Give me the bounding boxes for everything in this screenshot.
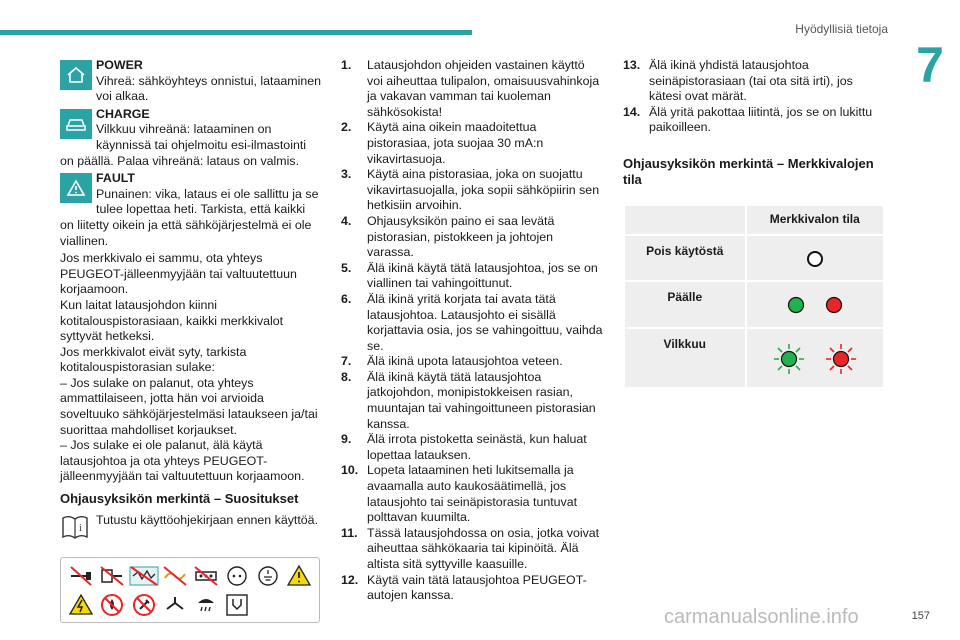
no-extension-cord-icon [67, 562, 96, 589]
indicator-fault [60, 171, 322, 249]
indicator-text: Punainen: vika, lataus ei ole sallittu ja se tulee lopettaa heti. Tarkista, että kaikki on liitetty oikein ja että sähköjärjestelmä ei ole viallinen. [60, 186, 319, 248]
table-header-row [624, 205, 884, 235]
no-damaged-cable-icon [129, 562, 159, 589]
fault-extra-text [60, 251, 322, 485]
car-icon [60, 109, 92, 139]
svg-text:i: i [79, 523, 82, 535]
page-number: 157 [911, 610, 930, 622]
no-rain-icon [192, 591, 221, 618]
lamp-green-blink-icon [773, 343, 805, 380]
table-row [624, 281, 884, 328]
no-pull-icon [161, 591, 190, 618]
indicator-charge [60, 107, 322, 169]
paragraph: – Jos sulake on palanut, ota yhteys ammattilaiseen, jotta hän voi arvioida soveltuuko sähköjärjestelmäsi lataukseen ja/tai suorittaa mahdolliset korjaukset. [60, 375, 318, 437]
row-label: Päälle [624, 281, 746, 328]
table-row [624, 328, 884, 389]
list-item: 8. Älä ikinä käytä tätä latausjohtoa jatkojohdon, monipistokkeisen rasian, muuntajan tai vahingoittuneen pistorasian kanssa. [341, 369, 596, 431]
list-item: 9. Älä irrota pistoketta seinästä, kun haluat lopettaa latauksen. [341, 432, 587, 462]
indicator-title: FAULT [96, 171, 135, 186]
watermark: carmanualsonline.info [664, 606, 859, 628]
column-left [60, 58, 322, 623]
paragraph: Jos merkkivalo ei sammu, ota yhteys PEUGEOT-jälleenmyyjään tai valtuutettuun korjaamoon. [60, 251, 297, 297]
manual-note [60, 513, 322, 541]
lamp-green-icon [787, 296, 805, 319]
recommendations-heading: Ohjausyksikön merkintä – Suositukset [60, 491, 299, 507]
house-icon [60, 60, 92, 90]
list-item: 4. Ohjausyksikön paino ei saa levätä pistorasian, pistokkeen ja johtojen varassa. [341, 213, 555, 260]
lamp-red-icon [825, 296, 843, 319]
no-repair-icon [129, 591, 159, 618]
warning-icon [284, 562, 313, 589]
socket-earth-icon [253, 562, 282, 589]
no-multi-plug-icon [192, 562, 221, 589]
column-right [623, 58, 885, 389]
table-row [624, 235, 884, 282]
paragraph: Kun laitat latausjohdon kiinni kotitalouspistorasiaan, kaikki merkkivalot syttyvät hetkeksi. [60, 297, 284, 344]
list-item: 11. Tässä latausjohdossa on osia, jotka voivat aiheuttaa sähkökaaria tai kipinöitä. Älä altista sitä syttyville kaasuille. [341, 525, 600, 571]
row-label: Vilkkuu [624, 328, 746, 389]
list-item: 10. Lopeta lataaminen heti lukitsemalla ja avaamalla auto kaukosäätimellä, jos latausjohto tai seinäpistorasia tuntuvat polttavan kuumilta. [341, 463, 578, 525]
indicator-status-table [623, 204, 885, 389]
list-item: 3. Käytä aina pistorasiaa, joka on suojattu vikavirtasuojalla, joka sopii sähköpiirin sen hetkisiin arvoihin. [341, 167, 600, 213]
list-item: 2. Käytä aina oikein maadoitettua pistorasiaa, jota suojaa 30 mA:n vikavirtasuoja. [341, 120, 544, 166]
no-socket-splitter-icon [161, 562, 190, 589]
safety-rules-list-continued [623, 58, 885, 136]
manual-note-text: Tutustu käyttöohjekirjaan ennen käyttöä. [96, 513, 319, 528]
indicator-text: Vilkkuu vihreänä: lataaminen on käynnissä tai ohjelmoitu esi-ilmastointi on päällä. Palaa vihreänä: lataus on valmis. [60, 122, 307, 168]
header-accent-bar [0, 30, 472, 35]
indicator-title: CHARGE [96, 106, 150, 121]
status-table-heading: Ohjausyksikön merkintä – Merkkivalojen tila [623, 155, 874, 187]
list-item: 13. Älä ikinä yhdistä latausjohtoa seinäpistorasiaan (tai ota sitä irti), jos kätesi ovat märät. [623, 58, 853, 104]
handle-with-care-icon [222, 591, 251, 618]
control-unit-label [60, 557, 320, 623]
no-water-icon [98, 591, 127, 618]
lamp-off-icon [806, 250, 824, 273]
indicator-power [60, 58, 322, 105]
list-item: 12. Käytä vain tätä latausjohtoa PEUGEOT-autojen kanssa. [341, 572, 587, 603]
socket-ok-icon [222, 562, 251, 589]
list-item: 1. Latausjohdon ohjeiden vastainen käyttö voi aiheuttaa tulipalon, omaisuusvahinkoja ja vakavan vamman tai kuoleman sähkösokista! [341, 58, 600, 119]
lamp-red-blink-icon [825, 343, 857, 380]
row-label: Pois käytöstä [624, 235, 746, 282]
indicator-title: POWER [96, 58, 143, 72]
column-header: Merkkivalon tila [746, 205, 884, 235]
list-item: 14. Älä yritä pakottaa liitintä, jos se on lukittu paikoilleen. [623, 104, 873, 135]
chapter-number: 7 [916, 37, 944, 93]
list-item: 6. Älä ikinä yritä korjata tai avata tätä latausjohtoa. Latausjohto ei sisällä korjattavia osia, jos se vahingoittuu, vaihda se. [341, 291, 603, 353]
no-adapter-icon [98, 562, 127, 589]
column-middle [341, 58, 603, 604]
paragraph: – Jos sulake ei ole palanut, älä käytä latausjohtoa ja ota yhteys PEUGEOT-jälleenmyyjään tai valtuutettuun korjaamoon. [60, 438, 305, 484]
paragraph: Jos merkkivalot eivät syty, tarkista kotitalouspistorasian sulake: [60, 344, 247, 375]
list-item: 5. Älä ikinä käytä tätä latausjohtoa, jos se on viallinen tai vahingoittunut. [341, 260, 598, 291]
page-header-title: Hyödyllisiä tietoja [795, 22, 888, 36]
warning-triangle-icon [60, 173, 92, 203]
list-item: 7. Älä ikinä upota latausjohtoa veteen. [341, 354, 563, 369]
voltage-icon [67, 591, 96, 618]
indicator-text: Vihreä: sähköyhteys onnistui, lataaminen voi alkaa. [96, 73, 322, 104]
safety-rules-list [341, 58, 603, 604]
manual-book-icon [60, 513, 90, 541]
